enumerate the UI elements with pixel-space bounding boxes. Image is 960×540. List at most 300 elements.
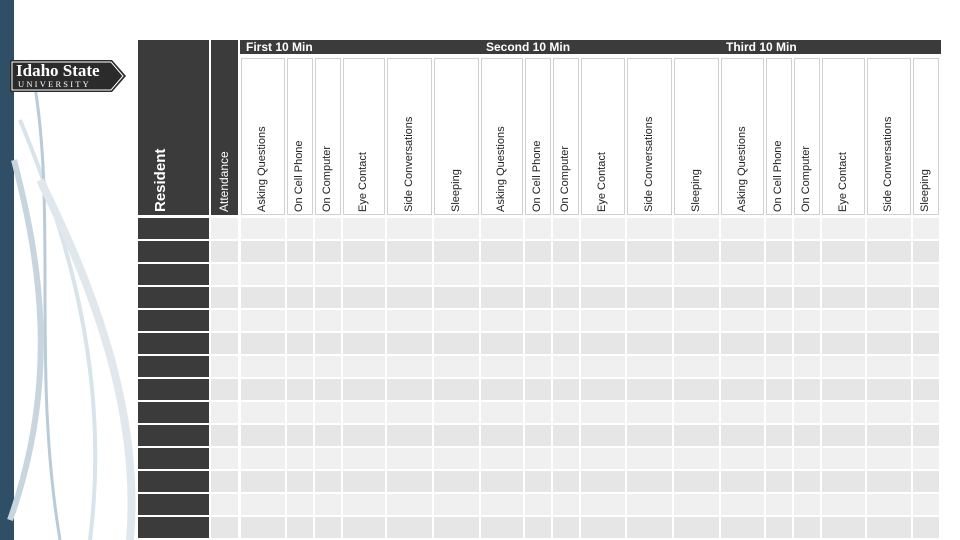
observation-cell[interactable] [387,356,432,377]
observation-cell[interactable] [553,517,579,538]
observation-cell[interactable] [553,310,579,331]
observation-cell[interactable] [721,379,764,400]
observation-cell[interactable] [525,356,551,377]
observation-cell[interactable] [481,471,523,492]
observation-cell[interactable] [553,402,579,423]
observation-cell[interactable] [674,402,719,423]
observation-cell[interactable] [343,264,385,285]
observation-cell[interactable] [867,494,911,515]
observation-cell[interactable] [315,287,341,308]
observation-cell[interactable] [553,379,579,400]
resident-name-cell[interactable] [138,448,209,469]
observation-cell[interactable] [343,494,385,515]
observation-cell[interactable] [822,471,865,492]
observation-cell[interactable] [387,333,432,354]
observation-cell[interactable] [674,356,719,377]
observation-cell[interactable] [481,517,523,538]
observation-cell[interactable] [867,241,911,262]
observation-cell[interactable] [766,333,792,354]
observation-cell[interactable] [674,287,719,308]
observation-cell[interactable] [794,402,820,423]
observation-cell[interactable] [434,356,479,377]
observation-cell[interactable] [794,218,820,239]
attendance-cell[interactable] [211,402,238,423]
attendance-cell[interactable] [211,218,238,239]
observation-cell[interactable] [913,356,939,377]
observation-cell[interactable] [721,517,764,538]
resident-name-cell[interactable] [138,494,209,515]
observation-cell[interactable] [581,356,625,377]
observation-cell[interactable] [315,264,341,285]
observation-cell[interactable] [721,425,764,446]
column-header-label: On Cell Phone [293,140,305,212]
observation-cell[interactable] [287,310,313,331]
observation-cell[interactable] [525,379,551,400]
observation-cell[interactable] [867,264,911,285]
observation-cell[interactable] [913,333,939,354]
observation-cell[interactable] [822,425,865,446]
observation-cell[interactable] [315,218,341,239]
observation-cell[interactable] [315,310,341,331]
observation-cell[interactable] [721,264,764,285]
observation-cell[interactable] [525,287,551,308]
column-header-label: Eye Contact [357,152,369,212]
observation-cell[interactable] [434,218,479,239]
observation-cell[interactable] [481,379,523,400]
observation-cell[interactable] [822,402,865,423]
observation-cell[interactable] [581,218,625,239]
observation-cell[interactable] [674,264,719,285]
observation-cell[interactable] [387,494,432,515]
observation-cell[interactable] [794,379,820,400]
resident-name-cell[interactable] [138,264,209,285]
attendance-cell[interactable] [211,471,238,492]
observation-cell[interactable] [867,333,911,354]
observation-cell[interactable] [581,333,625,354]
resident-name-cell[interactable] [138,310,209,331]
observation-cell[interactable] [627,310,672,331]
observation-cell[interactable] [581,402,625,423]
observation-cell[interactable] [721,356,764,377]
observation-cell[interactable] [913,379,939,400]
observation-cell[interactable] [794,310,820,331]
observation-cell[interactable] [343,241,385,262]
observation-cell[interactable] [343,310,385,331]
observation-cell[interactable] [434,379,479,400]
observation-cell[interactable] [241,425,285,446]
observation-cell[interactable] [343,402,385,423]
observation-cell[interactable] [553,471,579,492]
observation-cell[interactable] [315,494,341,515]
observation-cell[interactable] [315,517,341,538]
observation-cell[interactable] [867,471,911,492]
observation-cell[interactable] [721,402,764,423]
observation-cell[interactable] [766,402,792,423]
observation-cell[interactable] [387,402,432,423]
observation-cell[interactable] [867,218,911,239]
attendance-cell[interactable] [211,264,238,285]
observation-cell[interactable] [627,494,672,515]
observation-cell[interactable] [766,218,792,239]
observation-cell[interactable] [241,218,285,239]
observation-cell[interactable] [343,379,385,400]
attendance-cell[interactable] [211,310,238,331]
observation-cell[interactable] [553,264,579,285]
observation-cell[interactable] [525,402,551,423]
observation-cell[interactable] [287,494,313,515]
observation-cell[interactable] [766,241,792,262]
observation-cell[interactable] [766,494,792,515]
observation-cell[interactable] [315,471,341,492]
column-header-label: Side Conversations [882,116,894,212]
observation-cell[interactable] [822,310,865,331]
attendance-cell[interactable] [211,448,238,469]
observation-cell[interactable] [794,494,820,515]
attendance-header-label: Attendance [217,151,231,212]
observation-cell[interactable] [287,448,313,469]
observation-cell[interactable] [525,310,551,331]
observation-cell[interactable] [387,517,432,538]
observation-cell[interactable] [766,379,792,400]
observation-cell[interactable] [481,310,523,331]
observation-cell[interactable] [241,287,285,308]
observation-cell[interactable] [794,287,820,308]
observation-cell[interactable] [287,402,313,423]
observation-cell[interactable] [343,425,385,446]
observation-cell[interactable] [794,471,820,492]
observation-cell[interactable] [674,494,719,515]
column-header-label: Asking Questions [256,126,268,212]
observation-cell[interactable] [766,287,792,308]
observation-cell[interactable] [867,310,911,331]
observation-cell[interactable] [434,402,479,423]
observation-cell[interactable] [581,494,625,515]
observation-cell[interactable] [822,494,865,515]
observation-cell[interactable] [387,471,432,492]
observation-cell[interactable] [674,517,719,538]
attendance-cell[interactable] [211,517,238,538]
observation-cell[interactable] [434,241,479,262]
observation-cell[interactable] [721,287,764,308]
observation-cell[interactable] [287,333,313,354]
observation-cell[interactable] [766,517,792,538]
column-header-label: Sleeping [919,169,931,212]
observation-cell[interactable] [674,471,719,492]
observation-cell[interactable] [627,356,672,377]
observation-cell[interactable] [766,264,792,285]
observation-cell[interactable] [481,218,523,239]
observation-cell[interactable] [581,241,625,262]
observation-cell[interactable] [627,425,672,446]
observation-cell[interactable] [913,287,939,308]
observation-cell[interactable] [867,379,911,400]
observation-cell[interactable] [241,241,285,262]
observation-cell[interactable] [481,448,523,469]
observation-cell[interactable] [627,402,672,423]
observation-cell[interactable] [913,264,939,285]
observation-cell[interactable] [481,264,523,285]
observation-cell[interactable] [581,287,625,308]
observation-cell[interactable] [315,241,341,262]
observation-cell[interactable] [387,425,432,446]
observation-cell[interactable] [553,425,579,446]
observation-cell[interactable] [387,218,432,239]
resident-name-cell[interactable] [138,517,209,538]
observation-cell[interactable] [525,517,551,538]
observation-cell[interactable] [627,448,672,469]
attendance-cell[interactable] [211,379,238,400]
observation-cell[interactable] [794,241,820,262]
column-header-label: Asking Questions [495,126,507,212]
observation-cell[interactable] [481,425,523,446]
observation-cell[interactable] [481,241,523,262]
observation-cell[interactable] [822,379,865,400]
observation-cell[interactable] [674,379,719,400]
observation-cell[interactable] [581,517,625,538]
observation-cell[interactable] [241,264,285,285]
observation-cell[interactable] [721,218,764,239]
observation-cell[interactable] [581,310,625,331]
observation-cell[interactable] [434,287,479,308]
observation-cell[interactable] [913,517,939,538]
observation-cell[interactable] [721,494,764,515]
observation-cell[interactable] [315,333,341,354]
observation-cell[interactable] [287,471,313,492]
observation-cell[interactable] [553,448,579,469]
resident-name-cell[interactable] [138,218,209,239]
observation-cell[interactable] [553,356,579,377]
column-header-label: Eye Contact [836,152,849,212]
observation-cell[interactable] [913,402,939,423]
observation-cell[interactable] [627,517,672,538]
observation-cell[interactable] [434,333,479,354]
observation-cell[interactable] [867,356,911,377]
observation-cell[interactable] [241,494,285,515]
observation-cell[interactable] [387,448,432,469]
observation-cell[interactable] [241,379,285,400]
observation-cell[interactable] [387,241,432,262]
observation-cell[interactable] [627,471,672,492]
observation-cell[interactable] [287,517,313,538]
observation-cell[interactable] [387,310,432,331]
observation-cell[interactable] [481,494,523,515]
column-header-label: On Computer [559,145,571,212]
section-title-2: Second 10 Min [480,40,720,54]
observation-cell[interactable] [481,287,523,308]
attendance-cell[interactable] [211,425,238,446]
observation-cell[interactable] [794,425,820,446]
observation-cell[interactable] [822,264,865,285]
observation-cell[interactable] [581,379,625,400]
observation-cell[interactable] [581,425,625,446]
observation-cell[interactable] [525,218,551,239]
observation-cell[interactable] [241,448,285,469]
observation-cell[interactable] [674,333,719,354]
observation-cell[interactable] [721,448,764,469]
observation-cell[interactable] [315,425,341,446]
observation-cell[interactable] [913,494,939,515]
observation-cell[interactable] [525,333,551,354]
column-header-label: Side Conversations [402,116,415,212]
observation-cell[interactable] [287,425,313,446]
observation-cell[interactable] [287,264,313,285]
column-header-label: On Cell Phone [531,140,543,212]
observation-cell[interactable] [434,264,479,285]
observation-cell[interactable] [627,287,672,308]
observation-cell[interactable] [794,264,820,285]
observation-cell[interactable] [434,448,479,469]
observation-cell[interactable] [913,448,939,469]
observation-cell[interactable] [913,218,939,239]
observation-cell[interactable] [627,379,672,400]
column-header-label: On Computer [800,145,812,212]
observation-cell[interactable] [553,241,579,262]
observation-cell[interactable] [241,333,285,354]
observation-cell[interactable] [766,356,792,377]
observation-cell[interactable] [721,241,764,262]
observation-cell[interactable] [525,471,551,492]
observation-cell[interactable] [315,448,341,469]
observation-cell[interactable] [287,287,313,308]
column-header-label: Asking Questions [735,126,748,212]
observation-cell[interactable] [822,356,865,377]
observation-cell[interactable] [434,517,479,538]
observation-cell[interactable] [343,333,385,354]
observation-cell[interactable] [766,448,792,469]
observation-cell[interactable] [581,264,625,285]
observation-cell[interactable] [343,448,385,469]
observation-cell[interactable] [674,448,719,469]
observation-cell[interactable] [481,356,523,377]
observation-cell[interactable] [434,494,479,515]
observation-cell[interactable] [343,218,385,239]
observation-cell[interactable] [525,241,551,262]
observation-cell[interactable] [287,241,313,262]
resident-name-cell[interactable] [138,241,209,262]
observation-cell[interactable] [721,333,764,354]
observation-cell[interactable] [867,448,911,469]
observation-cell[interactable] [867,402,911,423]
observation-cell[interactable] [766,310,792,331]
observation-cell[interactable] [241,310,285,331]
resident-name-cell[interactable] [138,379,209,400]
observation-cell[interactable] [794,333,820,354]
resident-name-cell[interactable] [138,287,209,308]
observation-cell[interactable] [674,218,719,239]
observation-cell[interactable] [674,310,719,331]
observation-cell[interactable] [315,402,341,423]
observation-cell[interactable] [766,471,792,492]
observation-cell[interactable] [822,333,865,354]
column-header-label: Side Conversations [642,116,655,212]
observation-cell[interactable] [525,494,551,515]
observation-cell[interactable] [627,218,672,239]
observation-cell[interactable] [481,333,523,354]
observation-cell[interactable] [553,218,579,239]
observation-cell[interactable] [822,448,865,469]
observation-cell[interactable] [481,402,523,423]
observation-cell[interactable] [343,471,385,492]
observation-cell[interactable] [867,287,911,308]
observation-cell[interactable] [434,471,479,492]
observation-cell[interactable] [343,356,385,377]
observation-cell[interactable] [553,333,579,354]
observation-cell[interactable] [794,356,820,377]
observation-cell[interactable] [553,494,579,515]
observation-cell[interactable] [581,471,625,492]
column-header-label: On Computer [321,145,333,212]
observation-cell[interactable] [913,310,939,331]
observation-cell[interactable] [553,287,579,308]
observation-cell[interactable] [913,471,939,492]
observation-cell[interactable] [867,517,911,538]
column-header-label: Eye Contact [596,152,608,212]
observation-cell[interactable] [241,471,285,492]
observation-cell[interactable] [721,471,764,492]
observation-cell[interactable] [913,425,939,446]
resident-name-cell[interactable] [138,402,209,423]
attendance-cell[interactable] [211,333,238,354]
attendance-cell[interactable] [211,494,238,515]
observation-cell[interactable] [525,448,551,469]
observation-cell[interactable] [627,241,672,262]
observation-cell[interactable] [627,333,672,354]
attendance-cell[interactable] [211,287,238,308]
observation-cell[interactable] [434,310,479,331]
observation-cell[interactable] [241,356,285,377]
observation-cell[interactable] [525,425,551,446]
attendance-cell[interactable] [211,356,238,377]
observation-cell[interactable] [794,517,820,538]
observation-cell[interactable] [822,241,865,262]
observation-cell[interactable] [387,379,432,400]
column-header-label: Sleeping [689,169,702,212]
observation-cell[interactable] [241,402,285,423]
observation-cell[interactable] [287,218,313,239]
attendance-cell[interactable] [211,241,238,262]
observation-cell[interactable] [343,517,385,538]
observation-cell[interactable] [721,310,764,331]
observation-cell[interactable] [822,218,865,239]
column-header-label: On Cell Phone [772,140,784,212]
resident-name-cell[interactable] [138,471,209,492]
resident-name-cell[interactable] [138,333,209,354]
observation-cell[interactable] [867,425,911,446]
observation-cell[interactable] [674,241,719,262]
observation-cell[interactable] [241,517,285,538]
observation-cell[interactable] [674,425,719,446]
observation-cell[interactable] [434,425,479,446]
observation-cell[interactable] [315,379,341,400]
observation-cell[interactable] [387,287,432,308]
observation-cell[interactable] [913,241,939,262]
observation-cell[interactable] [822,517,865,538]
observation-cell[interactable] [287,379,313,400]
observation-cell[interactable] [794,448,820,469]
observation-cell[interactable] [343,287,385,308]
observation-cell[interactable] [287,356,313,377]
observation-cell[interactable] [627,264,672,285]
observation-cell[interactable] [581,448,625,469]
observation-cell[interactable] [822,287,865,308]
resident-name-cell[interactable] [138,356,209,377]
resident-name-cell[interactable] [138,425,209,446]
section-title-3: Third 10 Min [720,40,941,54]
observation-cell[interactable] [766,425,792,446]
observation-cell[interactable] [387,264,432,285]
observation-cell[interactable] [525,264,551,285]
observation-cell[interactable] [315,356,341,377]
